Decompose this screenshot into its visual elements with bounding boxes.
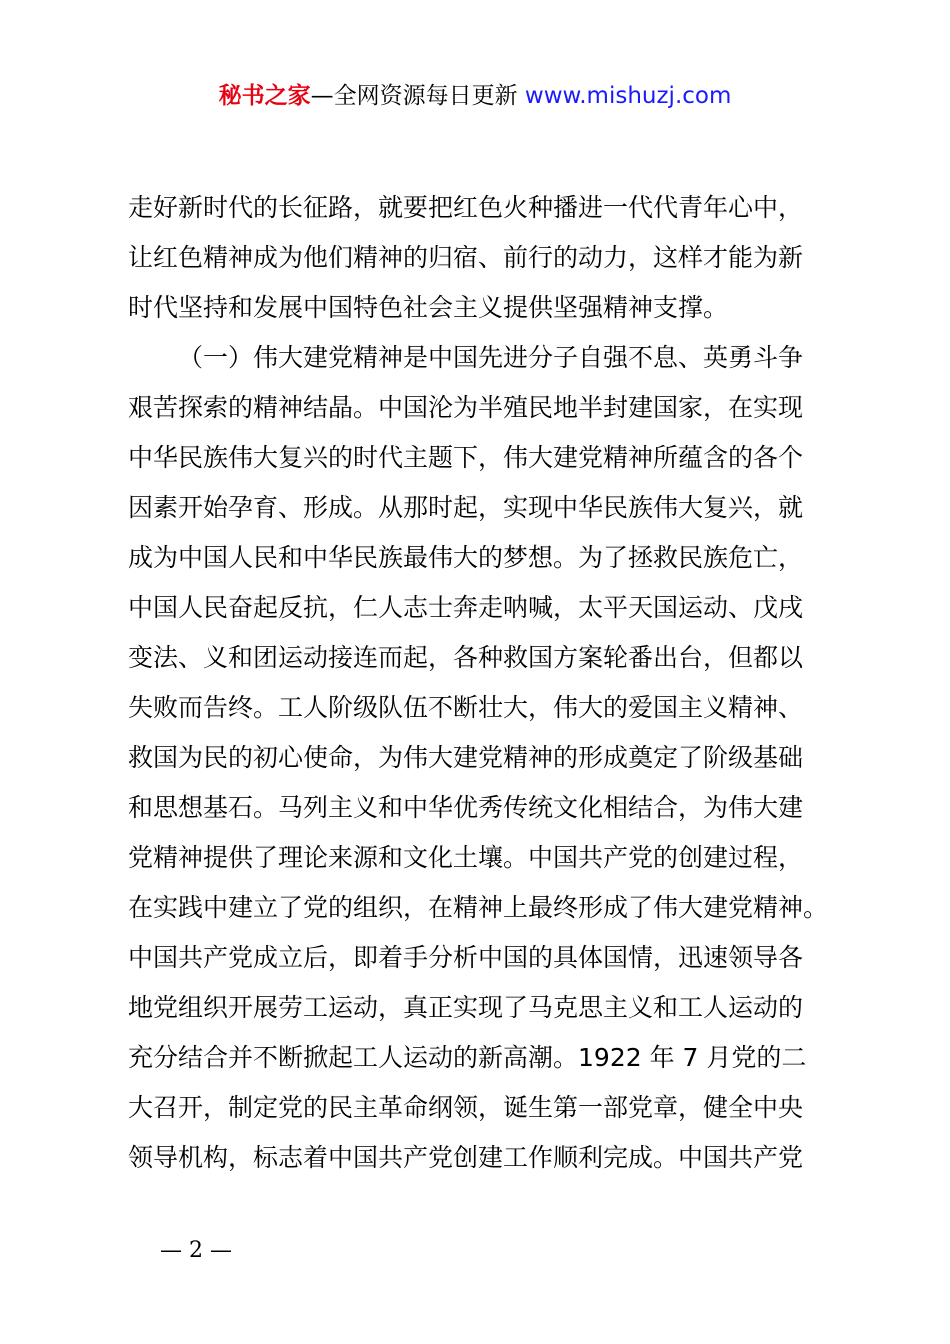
body-line: 变法、义和团运动接连而起，各种救国方案轮番出台，但都以 <box>128 643 804 672</box>
body-line: 地党组织开展劳工运动，真正实现了马克思主义和工人运动的 <box>128 993 804 1022</box>
body-line: 成为中国人民和中华民族最伟大的梦想。为了拯救民族危亡， <box>128 543 804 572</box>
site-url-link[interactable]: www.mishuzj.com <box>524 83 732 109</box>
site-tagline: —全网资源每日更新 <box>310 83 518 109</box>
body-line: 因素开始孕育、形成。从那时起，实现中华民族伟大复兴，就 <box>128 493 804 522</box>
document-body <box>128 183 848 1183</box>
body-line: 中国人民奋起反抗，仁人志士奔走呐喊，太平天国运动、戊戌 <box>128 593 804 622</box>
section-heading-line: （一）伟大建党精神是中国先进分子自强不息、英勇斗争 <box>178 343 804 372</box>
site-header <box>0 80 950 112</box>
body-line: 大召开，制定党的民主革命纲领，诞生第一部党章，健全中央 <box>128 1093 804 1122</box>
page-number: — 2 — <box>160 1238 232 1263</box>
body-line: 让红色精神成为他们精神的归宿、前行的动力，这样才能为新 <box>128 243 804 272</box>
body-line: 失败而告终。工人阶级队伍不断壮大，伟大的爱国主义精神、 <box>128 693 804 722</box>
body-line: 领导机构，标志着中国共产党创建工作顺利完成。中国共产党 <box>128 1143 804 1172</box>
body-line: 救国为民的初心使命，为伟大建党精神的形成奠定了阶级基础 <box>128 743 804 772</box>
body-line: 艰苦探索的精神结晶。中国沦为半殖民地半封建国家，在实现 <box>128 393 804 422</box>
body-line: 在实践中建立了党的组织，在精神上最终形成了伟大建党精神。 <box>128 893 829 922</box>
body-line: 中国共产党成立后，即着手分析中国的具体国情，迅速领导各 <box>128 943 804 972</box>
body-line: 和思想基石。马列主义和中华优秀传统文化相结合，为伟大建 <box>128 793 804 822</box>
body-line: 走好新时代的长征路，就要把红色火种播进一代代青年心中， <box>128 193 804 222</box>
body-line: 充分结合并不断掀起工人运动的新高潮。1922 年 7 月党的二 <box>128 1043 807 1072</box>
body-line: 中华民族伟大复兴的时代主题下，伟大建党精神所蕴含的各个 <box>128 443 804 472</box>
site-brand: 秘书之家 <box>218 83 311 109</box>
body-line: 党精神提供了理论来源和文化土壤。中国共产党的创建过程， <box>128 843 804 872</box>
body-line: 时代坚持和发展中国特色社会主义提供坚强精神支撑。 <box>128 293 729 322</box>
